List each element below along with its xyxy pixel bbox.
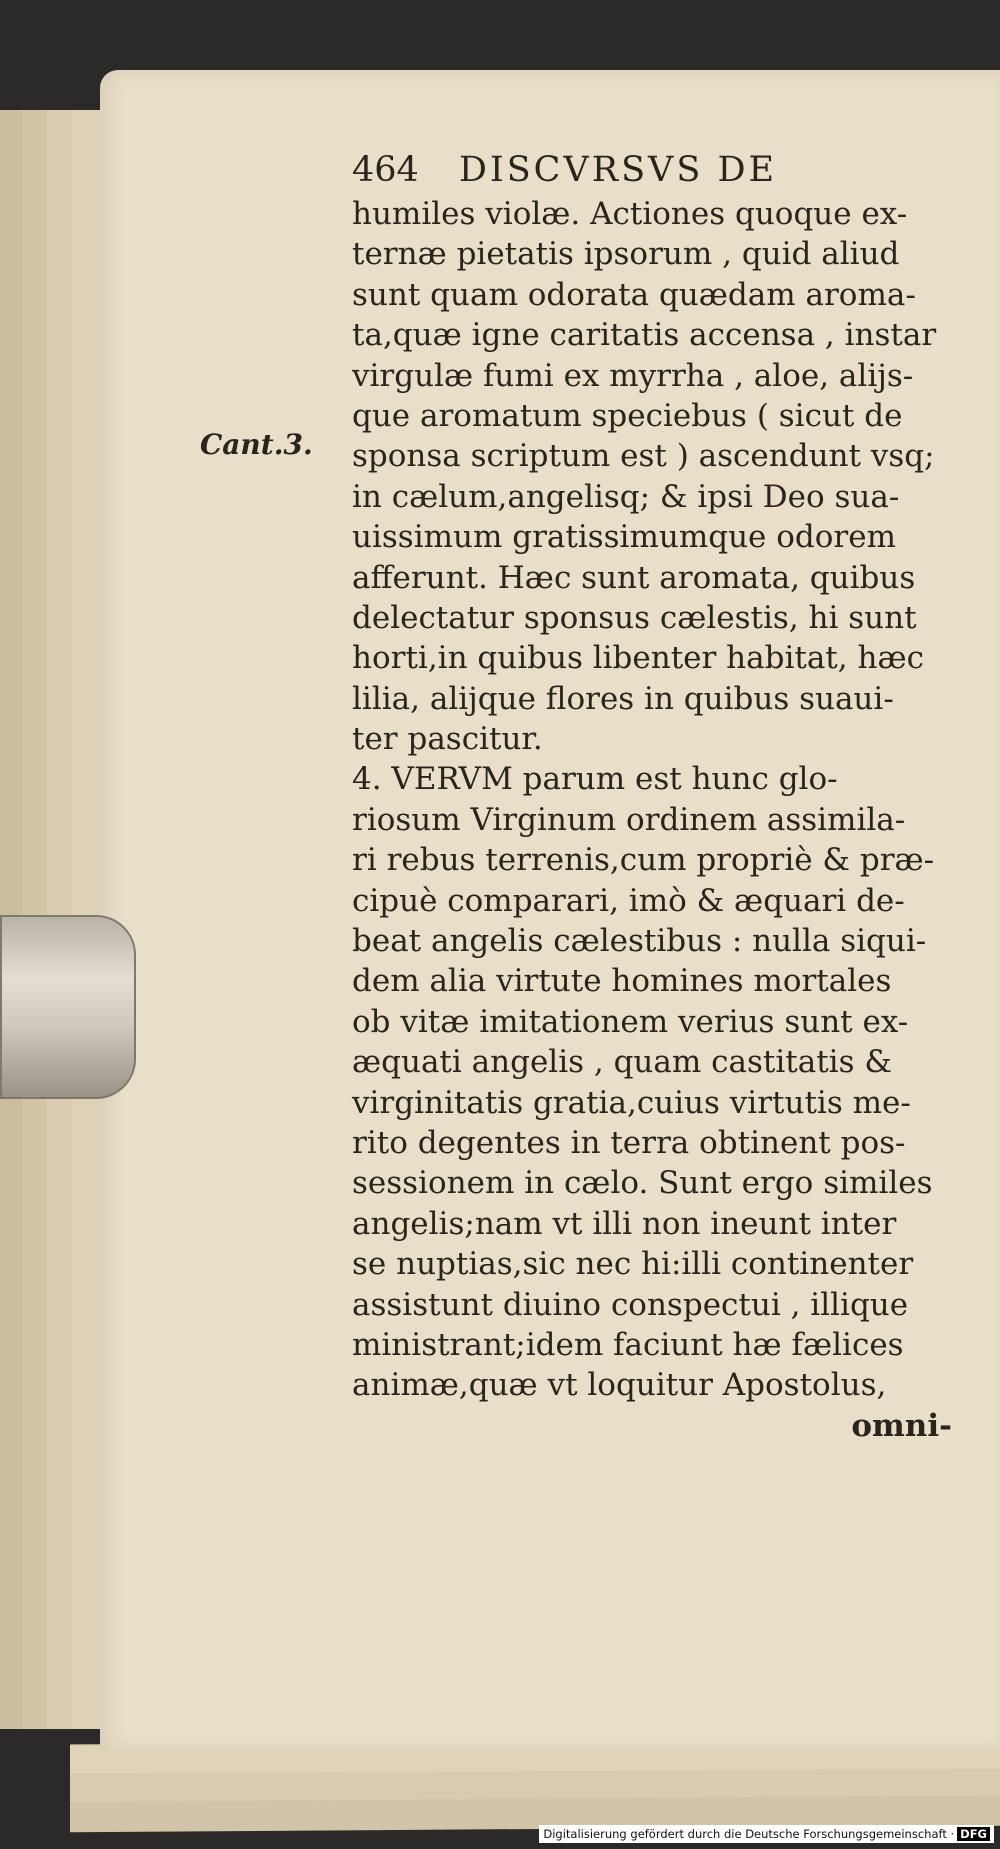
text-line: lilia, alijque flores in quibus suaui- <box>352 680 894 717</box>
digitization-credit <box>539 1825 994 1843</box>
text-line: uissimum gratissimumque odorem <box>352 519 896 556</box>
dfg-logo: DFG <box>957 1827 990 1841</box>
text-line: delectatur sponsus cælestis, hi sunt <box>352 599 917 636</box>
catchword: omni- <box>851 1407 952 1444</box>
page-holder-clip <box>0 915 136 1099</box>
text-line: que aromatum speciebus ( sicut de <box>352 397 903 434</box>
body-text <box>352 194 952 1446</box>
text-line: virginitatis gratia,cuius virtutis me- <box>352 1084 911 1121</box>
text-line: sunt quam odorata quædam aroma- <box>352 276 916 313</box>
text-line: humiles violæ. Actiones quoque ex- <box>352 196 908 232</box>
text-line: æquati angelis , quam castitatis & <box>352 1044 892 1081</box>
text-line: ter pascitur. <box>352 721 543 758</box>
text-line: ternæ pietatis ipsorum , quid aliud <box>352 236 900 273</box>
text-line: beat angelis cælestibus : nulla siqui- <box>352 923 927 960</box>
text-line: dem alia virtute homines mortales <box>352 963 892 1000</box>
text-line: sessionem in cælo. Sunt ergo similes <box>352 1165 933 1202</box>
running-header <box>352 150 777 190</box>
text-line: 4. VERVM parum est hunc glo- <box>352 761 838 798</box>
text-line: se nuptias,sic nec hi:illi continenter <box>352 1246 914 1283</box>
text-line: cipuè comparari, imò & æquari de- <box>352 882 905 919</box>
text-line: assistunt diuino conspectui , illique <box>352 1286 909 1323</box>
text-line: rito degentes in terra obtinent pos- <box>352 1124 906 1161</box>
text-line: animæ,quæ vt loquitur Apostolus, <box>352 1367 887 1404</box>
text-line: virgulæ fumi ex myrrha , aloe, alijs- <box>352 357 914 394</box>
text-line: sponsa scriptum est ) ascendunt vsq; <box>352 438 935 475</box>
margin-note: Cant.3. <box>200 428 313 461</box>
text-line: ministrant;idem faciunt hæ fælices <box>352 1326 904 1363</box>
text-line: ob vitæ imitationem verius sunt ex- <box>352 1003 909 1040</box>
running-title: DISCVRSVS DE <box>458 150 778 190</box>
text-line: riosum Virginum ordinem assimila- <box>352 801 906 838</box>
text-line: in cælum,angelisq; & ipsi Deo sua- <box>352 478 900 515</box>
text-line: angelis;nam vt illi non ineunt inter <box>352 1205 897 1242</box>
text-line: horti,in quibus libenter habitat, hæc <box>352 640 924 677</box>
text-line: afferunt. Hæc sunt aromata, quibus <box>352 559 916 596</box>
text-line: ta,quæ igne caritatis accensa , instar <box>352 317 937 354</box>
page-number: 464 <box>352 150 419 190</box>
credit-text: Digitalisierung gefördert durch die Deutsche Forschungsgemeinschaft · <box>543 1827 955 1841</box>
text-line: ri rebus terrenis,cum propriè & præ- <box>352 842 935 879</box>
